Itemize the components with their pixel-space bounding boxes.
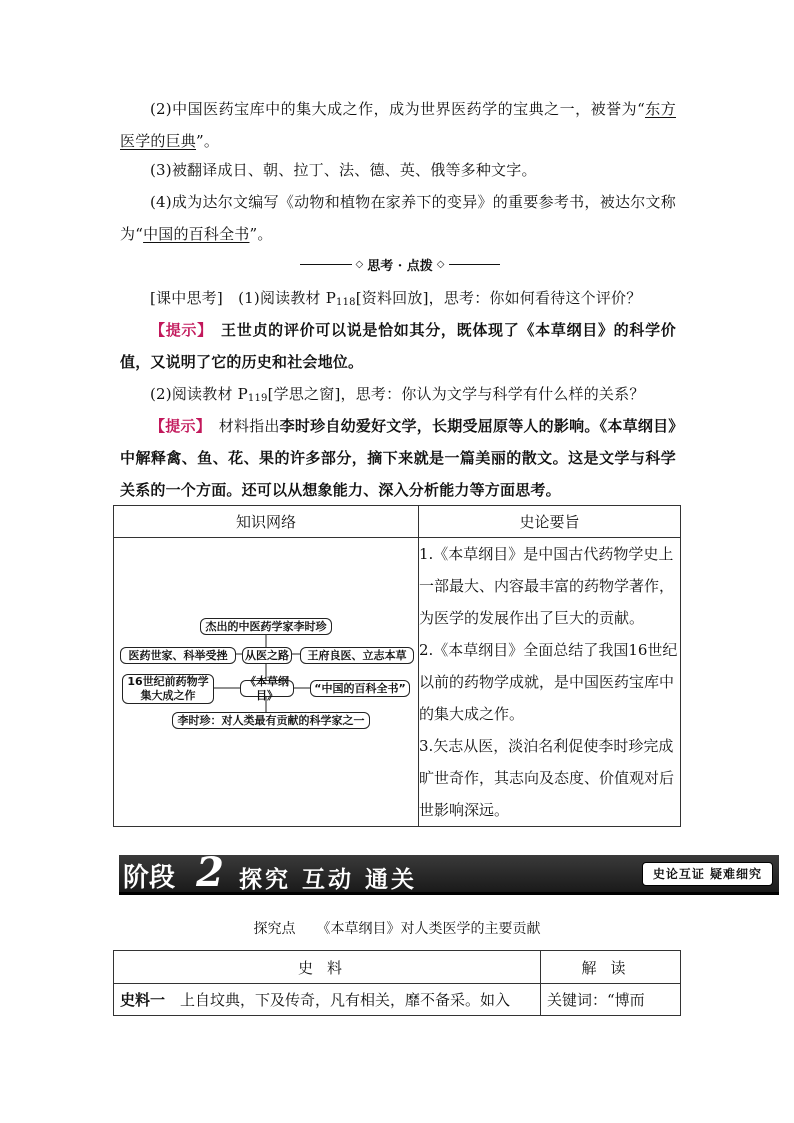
question-1: [课中思考] (1)阅读教材 $P_{118}$[资料回放]，思考：你如何看待这个评价？ — [150, 289, 642, 308]
stage-label: 阶段 — [123, 863, 176, 893]
stage-number: 2 — [196, 849, 224, 896]
paragraph-4: (4)成为达尔文编写《动物和植物在家养下的变异》的重要参考书，被达尔文称为“中国的百科全书”。 — [120, 193, 676, 243]
hint-1: 【提示】 王世贞的评价可以说是恰如其分，既体现了《本草纲目》的科学价值，又说明了它的历史和社会地位。 — [120, 321, 676, 371]
knowledge-network-diagram — [114, 538, 418, 818]
diamond-icon: ◇ — [355, 258, 364, 270]
explore-label: 探究点 — [253, 921, 296, 937]
paragraph-3: (3)被翻译成日、朝、拉丁、法、德、英、俄等多种文字。 — [150, 161, 537, 179]
key-point-3: 3.矢志从医，淡泊名利促使李时珍完成旷世奇作，其志向及态度、价值观对后世影响深远。 — [419, 737, 675, 819]
network-node-left1: 医药世家、科举受挫 — [120, 647, 236, 664]
divider-line-left — [300, 264, 352, 265]
knowledge-network-header: 知识网络 — [114, 506, 419, 538]
diamond-icon: ◇ — [436, 258, 445, 270]
sources-header: 史料 — [114, 951, 541, 984]
network-node-right1: 王府良医、立志本草 — [300, 647, 414, 664]
stage-banner — [119, 849, 779, 896]
source-cell — [114, 984, 541, 1016]
key-point-2: 2.《本草纲目》全面总结了我国16世纪以前的药物学成就，是中国医药宝库中的集大成之作。 — [419, 641, 678, 723]
network-node-right2: “中国的百科全书” — [310, 680, 410, 697]
explore-heading — [0, 918, 794, 938]
interpretation-header: 解读 — [541, 951, 681, 984]
stage-tag: 史论互证 疑难细究 — [642, 862, 773, 886]
source-text: 上自坟典，下及传奇，凡有相关，靡不备采。如入 — [180, 991, 511, 1009]
network-node-bottom: 李时珍：对人类最有贡献的科学家之一 — [172, 712, 370, 729]
explore-table — [113, 950, 681, 1016]
divider-title: 思考 · 点拨 — [367, 258, 433, 274]
hint-label: 【提示】 — [150, 321, 206, 339]
key-point-1: 1.《本草纲目》是中国古代药物学史上一部最大、内容最丰富的药物学著作，为医学的发展作出了巨大的贡献。 — [419, 545, 675, 627]
hint-label: 【提示】 — [150, 417, 204, 435]
knowledge-table — [113, 505, 681, 827]
knowledge-network-cell — [114, 538, 419, 827]
network-node-left2: 16世纪前药物学集大成之作 — [122, 674, 214, 704]
interpretation-cell: 关键词：“博而 — [541, 984, 681, 1016]
divider-line-right — [449, 264, 501, 265]
network-node-mid2: 《本草纲目》 — [240, 680, 294, 697]
paragraph-2: (2)中国医药宝库中的集大成之作，成为世界医药学的宝典之一，被誉为“东方医学的巨典”。 — [120, 100, 676, 150]
source-label: 史料一 — [120, 991, 166, 1009]
stage-title: 探究 互动 通关 — [239, 866, 418, 893]
question-2: (2)阅读教材 $P_{119}$[学思之窗]，思考：你认为文学与科学有什么样的关系？ — [150, 385, 645, 404]
key-points-cell — [419, 538, 681, 827]
key-points-header: 史论要旨 — [419, 506, 681, 538]
section-divider — [300, 252, 500, 276]
explore-title: 《本草纲目》对人类医学的主要贡献 — [323, 921, 541, 937]
hint-2: 【提示】 材料指出李时珍自幼爱好文学，长期受屈原等人的影响。《本草纲目》中解释禽、鱼、花、果的许多部分，摘下来就是一篇美丽的散文。这是文学与科学关系的一个方面。还可以从想象能力、深入分析能力等方面思考。 — [120, 417, 676, 499]
network-node-top: 杰出的中医药学家李时珍 — [200, 618, 332, 635]
network-node-mid1: 从医之路 — [242, 647, 292, 664]
